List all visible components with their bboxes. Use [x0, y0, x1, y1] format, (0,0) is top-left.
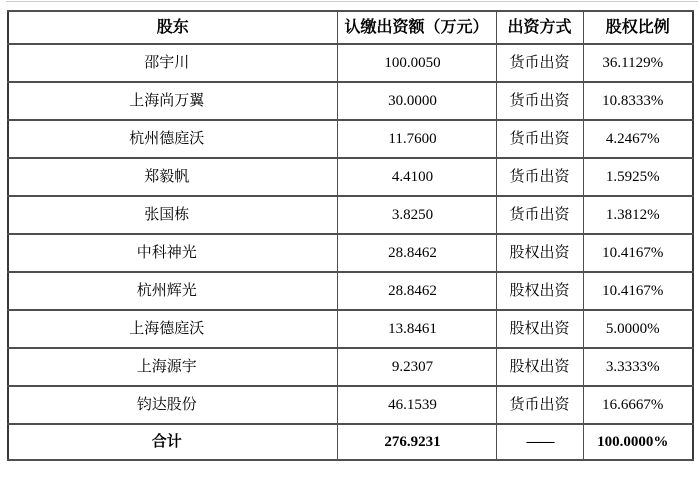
col-header-amount: 认缴出资额（万元）: [337, 11, 496, 44]
total-label-cell: 合计: [8, 424, 337, 460]
shareholder-cell: 邵宇川: [8, 44, 337, 82]
shareholder-cell: 钧达股份: [8, 386, 337, 424]
method-cell: 货币出资: [496, 82, 583, 120]
method-cell: 货币出资: [496, 196, 583, 234]
total-row: [8, 424, 693, 460]
header-row: [8, 11, 693, 44]
col-header-shareholder: 股东: [8, 11, 337, 44]
table-row: [8, 386, 693, 424]
method-cell: 货币出资: [496, 120, 583, 158]
method-cell: 股权出资: [496, 234, 583, 272]
table-row: [8, 348, 693, 386]
top-hairline-rule: [6, 1, 698, 2]
ratio-cell: 4.2467%: [583, 120, 693, 158]
ratio-cell: 5.0000%: [583, 310, 693, 348]
shareholder-cell: 中科神光: [8, 234, 337, 272]
col-header-method: 出资方式: [496, 11, 583, 44]
shareholder-cell: 上海尚万翼: [8, 82, 337, 120]
ratio-cell: 1.5925%: [583, 158, 693, 196]
amount-cell: 100.0050: [337, 44, 496, 82]
col-header-ratio: 股权比例: [583, 11, 693, 44]
shareholder-cell: 郑毅帆: [8, 158, 337, 196]
table-row: [8, 44, 693, 82]
amount-cell: 30.0000: [337, 82, 496, 120]
ratio-cell: 10.4167%: [583, 234, 693, 272]
method-cell: 货币出资: [496, 44, 583, 82]
amount-cell: 3.8250: [337, 196, 496, 234]
total-ratio-cell: 100.0000%: [583, 424, 693, 460]
ratio-cell: 10.4167%: [583, 272, 693, 310]
table-row: [8, 82, 693, 120]
table-row: [8, 158, 693, 196]
shareholder-cell: 杭州辉光: [8, 272, 337, 310]
method-cell: 货币出资: [496, 158, 583, 196]
method-cell: 股权出资: [496, 272, 583, 310]
shareholder-cell: 上海源宇: [8, 348, 337, 386]
total-amount-cell: 276.9231: [337, 424, 496, 460]
shareholder-cell: 上海德庭沃: [8, 310, 337, 348]
amount-cell: 9.2307: [337, 348, 496, 386]
method-cell: 货币出资: [496, 386, 583, 424]
ratio-cell: 3.3333%: [583, 348, 693, 386]
total-method-dash-cell: ——: [496, 424, 583, 460]
table-row: [8, 196, 693, 234]
amount-cell: 11.7600: [337, 120, 496, 158]
ratio-cell: 16.6667%: [583, 386, 693, 424]
table-row: [8, 120, 693, 158]
table-row: [8, 234, 693, 272]
table-row: [8, 272, 693, 310]
method-cell: 股权出资: [496, 348, 583, 386]
amount-cell: 28.8462: [337, 234, 496, 272]
ratio-cell: 36.1129%: [583, 44, 693, 82]
amount-cell: 46.1539: [337, 386, 496, 424]
ratio-cell: 1.3812%: [583, 196, 693, 234]
amount-cell: 4.4100: [337, 158, 496, 196]
amount-cell: 13.8461: [337, 310, 496, 348]
amount-cell: 28.8462: [337, 272, 496, 310]
method-cell: 股权出资: [496, 310, 583, 348]
shareholder-cell: 杭州德庭沃: [8, 120, 337, 158]
table-row: [8, 310, 693, 348]
ratio-cell: 10.8333%: [583, 82, 693, 120]
shareholder-capital-table: [7, 10, 694, 461]
shareholder-cell: 张国栋: [8, 196, 337, 234]
